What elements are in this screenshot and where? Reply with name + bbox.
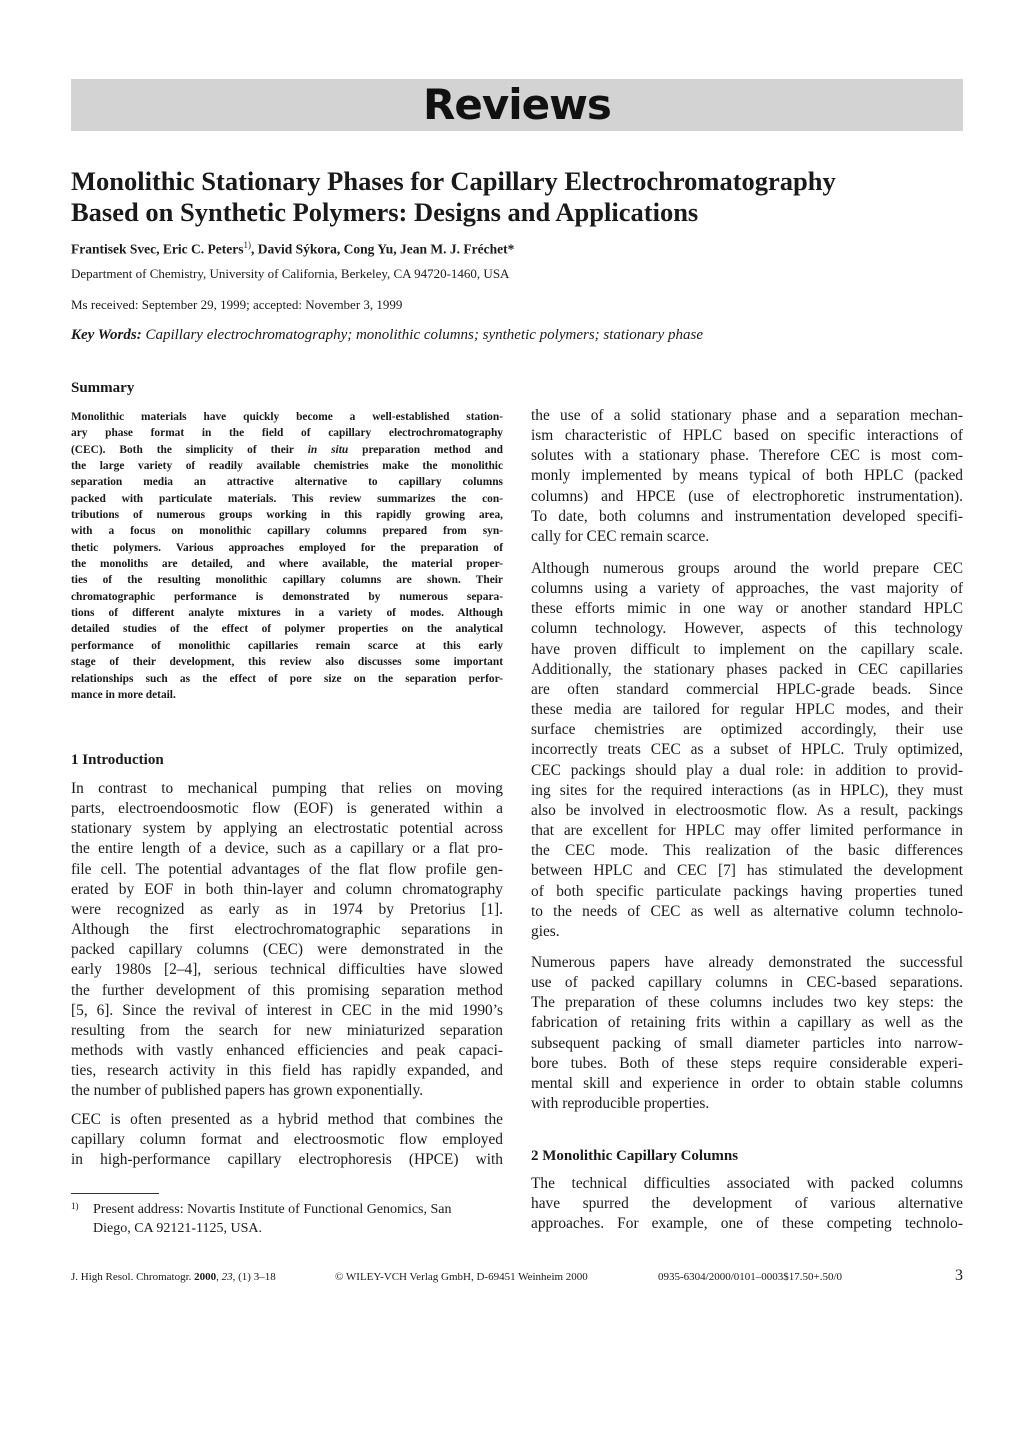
section-banner <box>71 79 963 131</box>
summary-line: (CEC). Both the simplicity of their in situ preparation method and <box>71 443 504 456</box>
article-code: 0935-6304/2000/0101–0003$17.50+.50/0 <box>658 1271 843 1283</box>
text-line: capillary column format and electroosmotic flow employed <box>71 1131 503 1149</box>
summary-line: ary phase format in the field of capillary electrochromatography <box>71 427 503 440</box>
text-line: ing sites for the required interactions (as in HPLC), they must <box>531 781 963 799</box>
footnote-mark: 1) <box>71 1201 79 1211</box>
footnote-text <box>93 1200 503 1238</box>
text-line: fabrication of retaining frits within a capillary as well as the <box>531 1014 963 1032</box>
text-line: columns using a variety of approaches, the vast majority of <box>531 580 963 598</box>
summary-line: detailed studies of the effect of polymer properties on the analytical <box>71 623 503 636</box>
summary-line: the large variety of readily available chemistries make the monolithic <box>71 460 503 473</box>
text-line: Although the first electrochromatographic separations in <box>71 921 503 939</box>
journal-citation <box>71 1271 276 1283</box>
text-line: cally for CEC remain scarce. <box>531 527 710 545</box>
section-banner-title: Reviews <box>423 80 611 129</box>
text-line: solutes with a stationary phase. Therefore CEC is most com- <box>531 447 963 465</box>
right-paragraph-3 <box>531 953 963 1114</box>
text-line: The technical difficulties associated with packed columns <box>531 1175 963 1192</box>
citation-part: , (1) 3–18 <box>232 1271 276 1283</box>
text-line: have spurred the development of various alternative <box>531 1195 963 1213</box>
text-line: erated by EOF in both thin-layer and column chromatography <box>71 880 503 898</box>
text-line: the entire length of a device, such as a capillary or a flat pro- <box>71 840 503 858</box>
text-line: stationary system by applying an electrostatic potential across <box>71 820 503 838</box>
footnote-line: Diego, CA 92121-1125, USA. <box>93 1221 263 1236</box>
received-dates: Ms received: September 29, 1999; accepted: November 3, 1999 <box>71 297 403 312</box>
text-line: ism characteristic of HPLC based on specific interactions of <box>531 427 963 445</box>
text-line: in high-performance capillary electrophoresis (HPCE) with <box>71 1151 503 1169</box>
summary-line: thetic polymers. Various approaches employed for the preparation of <box>71 541 503 554</box>
summary-line: tributions of numerous groups working in this rapidly growing area, <box>71 509 503 522</box>
text-line: subsequent packing of small diameter particles into narrow- <box>531 1034 963 1052</box>
text-line: parts, electroendoosmotic flow (EOF) is generated within a <box>71 800 503 818</box>
title-line: Monolithic Stationary Phases for Capillary Electrochromatography <box>71 166 836 196</box>
author-list <box>71 240 514 258</box>
text-line: the use of a solid stationary phase and a separation mechan- <box>531 407 963 424</box>
summary-line: separation media an attractive alternative to capillary columns <box>71 476 503 489</box>
right-paragraph-1 <box>531 406 963 547</box>
text-line: gies. <box>531 922 560 940</box>
summary-line: packed with particulate materials. This review summarizes the con- <box>71 492 503 505</box>
summary-line: performance of monolithic capillaries remain scarce at this early <box>71 639 503 652</box>
text-line: these media are tailored for regular HPLC modes, and their <box>531 701 963 719</box>
author-footnote-mark: 1) <box>243 240 251 250</box>
text-line: column technology. However, aspects of this technology <box>531 620 963 638</box>
in-situ-emphasis: in situ <box>307 443 349 456</box>
text-line: to the needs of CEC as well as alternative column technolo- <box>531 902 963 920</box>
affiliation: Department of Chemistry, University of California, Berkeley, CA 94720-1460, USA <box>71 266 510 281</box>
section-1-heading: 1 Introduction <box>71 752 164 768</box>
text-line: Although numerous groups around the world prepare CEC <box>531 560 963 577</box>
intro-paragraph-2 <box>71 1110 503 1170</box>
text-line: packed capillary columns (CEC) were demonstrated in the <box>71 941 503 959</box>
text-line: use of packed capillary columns in CEC-based separations. <box>531 974 963 992</box>
citation-part: J. High Resol. Chromatogr. <box>71 1271 195 1283</box>
citation-year: 2000 <box>194 1271 217 1283</box>
summary-text <box>71 409 503 703</box>
text-line: early 1980s [2–4], serious technical difficulties have slowed <box>71 961 503 979</box>
keywords <box>71 327 703 344</box>
text-line: file cell. The potential advantages of the flat flow profile gen- <box>71 860 503 878</box>
text-line: also be involved in electroosmotic flow. As a result, packings <box>531 801 963 819</box>
text-line: were recognized as early as in 1974 by Pretorius [1]. <box>71 900 503 918</box>
summary-line: Monolithic materials have quickly become a well-established station- <box>71 411 503 423</box>
text-line: columns) and HPCE (use of electrophoretic instrumentation). <box>531 487 963 505</box>
authors-part: Frantisek Svec, Eric C. Peters <box>71 241 244 257</box>
text-line: between HPLC and CEC [7] has stimulated the development <box>531 862 963 880</box>
summary-heading: Summary <box>71 380 135 396</box>
text-line: these efforts mimic in one way or another standard HPLC <box>531 600 963 618</box>
authors-part: , David Sýkora, Cong Yu, Jean M. J. Fréchet* <box>250 241 515 257</box>
text-line: To date, both columns and instrumentation developed specifi- <box>531 507 963 525</box>
text-line: that are excellent for HPLC may offer limited performance in <box>531 822 963 840</box>
text-line: ties, research activity in this field has rapidly expanded, and <box>71 1062 503 1080</box>
text-line: mental skill and experience in order to obtain stable columns <box>531 1074 963 1092</box>
summary-line: mance in more detail. <box>71 688 176 701</box>
text-line: the CEC mode. This realization of the basic differences <box>531 842 963 860</box>
footnote-divider <box>71 1193 159 1194</box>
page-number: 3 <box>955 1267 963 1284</box>
citation-volume: 23 <box>221 1271 233 1283</box>
text-line: surface chemistries are optimized accordingly, their use <box>531 721 963 739</box>
keywords-text: Capillary electrochromatography; monolithic columns; synthetic polymers; stationary phase <box>145 327 704 343</box>
summary-line: the monoliths are detailed, and where available, the material proper- <box>71 558 503 571</box>
text-line: Numerous papers have already demonstrated the successful <box>531 954 963 971</box>
text-line: approaches. For example, one of these competing technolo- <box>531 1215 963 1233</box>
article-title <box>71 166 963 228</box>
summary-line: relationships such as the effect of pore size on the separation perfor- <box>71 672 503 685</box>
section-2-heading: 2 Monolithic Capillary Columns <box>531 1148 739 1164</box>
text-line: monly implemented by means typical of both HPLC (packed <box>531 467 963 485</box>
summary-line: stage of their development, this review also discusses some important <box>71 656 503 669</box>
text-line: are often standard commercial HPLC-grade beads. Since <box>531 680 963 698</box>
summary-line: chromatographic performance is demonstrated by numerous separa- <box>71 590 503 603</box>
text-line: methods with vastly enhanced efficiencies and peak capaci- <box>71 1042 503 1060</box>
text-line: Additionally, the stationary phases packed in CEC capillaries <box>531 660 963 678</box>
text-line: have proven difficult to implement on the capillary scale. <box>531 640 963 658</box>
text-line: CEC is often presented as a hybrid method that combines the <box>71 1111 503 1128</box>
text-line: with reproducible properties. <box>531 1095 710 1113</box>
footnote-line: Present address: Novartis Institute of Functional Genomics, San <box>93 1202 452 1217</box>
text-line: CEC packings should play a dual role: in addition to provid- <box>531 761 963 779</box>
text-line: The preparation of these columns includes two key steps: the <box>531 994 963 1012</box>
text-line: the further development of this promising separation method <box>71 981 503 999</box>
text-line: resulting from the search for new miniaturized separation <box>71 1021 503 1039</box>
title-line: Based on Synthetic Polymers: Designs and Applications <box>71 197 699 227</box>
summary-line: with a focus on monolithic capillary columns prepared from syn- <box>71 525 503 538</box>
citation-part: , <box>216 1271 222 1283</box>
keywords-label: Key Words: <box>71 327 142 343</box>
right-paragraph-2 <box>531 559 963 942</box>
summary-line: tions of different analyte mixtures in a variety of modes. Although <box>71 607 503 620</box>
text-line: bore tubes. Both of these steps require considerable experi- <box>531 1054 963 1072</box>
text-line: incorrectly treats CEC as a subset of HPLC. Truly optimized, <box>531 741 963 759</box>
text-line: the number of published papers has grown exponentially. <box>71 1082 424 1100</box>
text-line: In contrast to mechanical pumping that relies on moving <box>71 780 503 797</box>
text-line: of both specific particulate packings having properties tuned <box>531 882 963 900</box>
section-2-paragraph-1 <box>531 1174 963 1234</box>
text-line: [5, 6]. Since the revival of interest in CEC in the mid 1990’s <box>71 1001 503 1019</box>
intro-paragraph-1 <box>71 779 503 1102</box>
summary-line: ties of the resulting monolithic capillary columns are shown. Their <box>71 574 503 587</box>
copyright-notice: © WILEY-VCH Verlag GmbH, D-69451 Weinheim 2000 <box>335 1271 588 1283</box>
